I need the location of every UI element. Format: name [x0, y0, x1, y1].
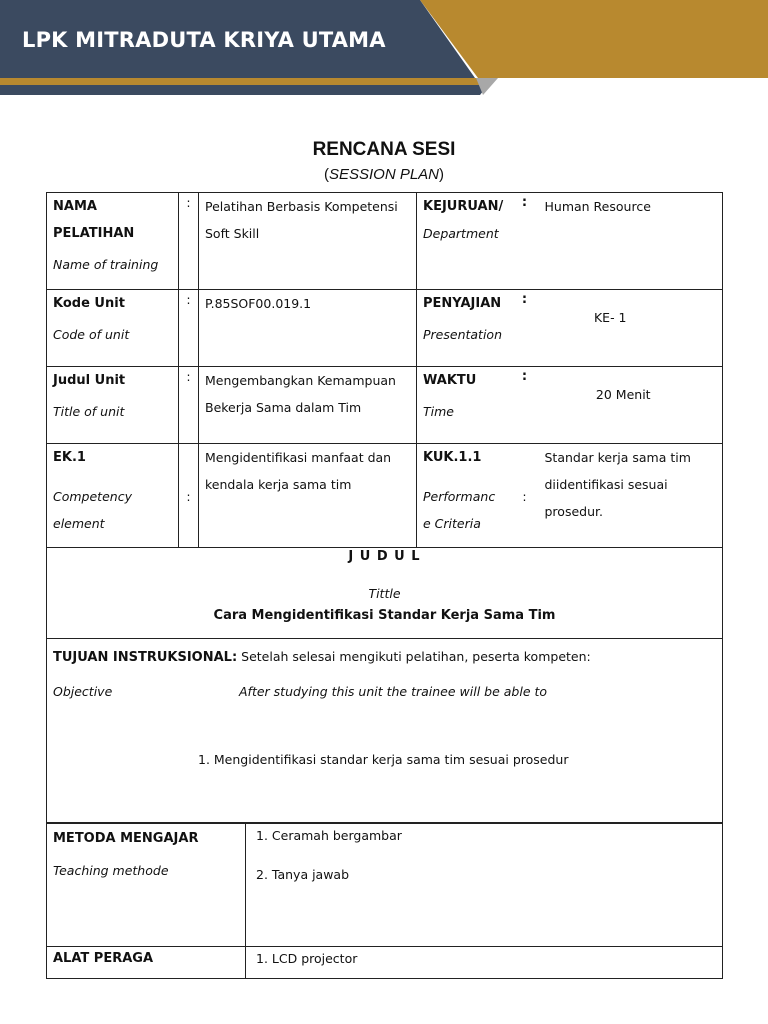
label-kode-unit: Kode Unit: [53, 296, 125, 311]
label-penyajian: PENYAJIAN: [423, 296, 502, 311]
label-code-of-unit: Code of unit: [53, 327, 130, 342]
row-ek: [47, 444, 723, 548]
tujuan-text: Setelah selesai mengikuti pelatihan, peserta kompeten:: [237, 649, 591, 664]
value-kuk-line2: diidentifikasi sesuai: [544, 477, 668, 492]
value-presentation: KE- 1: [593, 310, 627, 325]
value-kode-unit: P.85SOF00.019.1: [205, 296, 312, 311]
colon: :: [521, 292, 528, 307]
label-element: element: [53, 516, 105, 531]
label-nama: NAMA: [53, 199, 97, 214]
row-judul: [47, 548, 723, 639]
value-department: Human Resource: [544, 199, 651, 214]
label-name-of-training: Name of training: [53, 257, 159, 272]
document-title: RENCANA SESI: [312, 139, 456, 160]
label-presentation: Presentation: [423, 327, 502, 342]
header-banner: [0, 0, 768, 100]
banner-gold-shape: [420, 0, 768, 78]
label-criteria: e Criteria: [423, 516, 481, 531]
label-performance: Performanc: [423, 489, 496, 504]
value-nama-line2: Soft Skill: [205, 226, 260, 241]
banner-gold-stripe: [0, 78, 488, 85]
label-time: Time: [423, 404, 454, 419]
label-department: Department: [423, 226, 499, 241]
colon: :: [186, 292, 191, 307]
row-nama-pelatihan: [47, 193, 723, 290]
row-metoda: [47, 823, 723, 947]
colon: :: [186, 369, 191, 384]
alat-item-1: 1. LCD projector: [256, 951, 358, 966]
tujuan-item-1: 1. Mengidentifikasi standar kerja sama tim sesuai prosedur: [198, 752, 569, 767]
banner-navy-stripe: [0, 85, 488, 95]
objective-label: Objective: [53, 684, 113, 699]
document-subtitle: (SESSION PLAN): [323, 166, 445, 183]
tujuan-line: [53, 645, 716, 670]
colon: :: [521, 195, 528, 210]
tujuan-label: TUJUAN INSTRUKSIONAL:: [53, 650, 238, 665]
judul-value: Cara Mengidentifikasi Standar Kerja Sama Tim: [213, 608, 556, 623]
label-kuk: KUK.1.1: [423, 450, 482, 465]
label-competency: Competency: [53, 489, 132, 504]
row-alat: [47, 947, 723, 979]
label-teaching-methode: Teaching methode: [53, 863, 169, 878]
label-title-of-unit: Title of unit: [53, 404, 125, 419]
value-judul-unit-line2: Bekerja Sama dalam Tim: [205, 400, 362, 415]
metoda-item-2: 2. Tanya jawab: [256, 867, 350, 882]
value-ek-line1: Mengidentifikasi manfaat dan: [205, 450, 392, 465]
judul-heading-en: Tittle: [368, 586, 401, 601]
metoda-item-1: 1. Ceramah bergambar: [256, 828, 402, 843]
colon: :: [521, 369, 528, 384]
value-kuk-line3: prosedur.: [544, 504, 603, 519]
label-pelatihan: PELATIHAN: [53, 226, 135, 241]
colon: :: [522, 488, 527, 504]
objective-text: After studying this unit the trainee will be able to: [239, 684, 548, 699]
value-kuk-line1: Standar kerja sama tim: [544, 450, 691, 465]
value-ek-line2: kendala kerja sama tim: [205, 477, 352, 492]
label-alat-peraga: ALAT PERAGA: [53, 951, 154, 966]
row-judul-unit: [47, 367, 723, 444]
label-waktu: WAKTU: [423, 373, 477, 388]
value-judul-unit-line1: Mengembangkan Kemampuan: [205, 373, 396, 388]
value-nama-line1: Pelatihan Berbasis Kompetensi: [205, 199, 398, 214]
label-judul-unit: Judul Unit: [53, 373, 126, 388]
colon: :: [186, 488, 191, 504]
value-time: 20 Menit: [595, 387, 651, 402]
method-table: [46, 822, 723, 979]
org-name: LPK MITRADUTA KRIYA UTAMA: [22, 28, 386, 52]
judul-heading: J U D U L: [348, 549, 421, 564]
row-kode-unit: [47, 290, 723, 367]
session-plan-table: [46, 192, 723, 824]
colon: :: [186, 195, 191, 210]
objective-line: [53, 680, 716, 704]
label-kejuruan: KEJURUAN/: [423, 199, 504, 214]
label-ek: EK.1: [53, 450, 86, 465]
row-tujuan: [47, 639, 723, 824]
label-metoda: METODA MENGAJAR: [53, 831, 199, 846]
